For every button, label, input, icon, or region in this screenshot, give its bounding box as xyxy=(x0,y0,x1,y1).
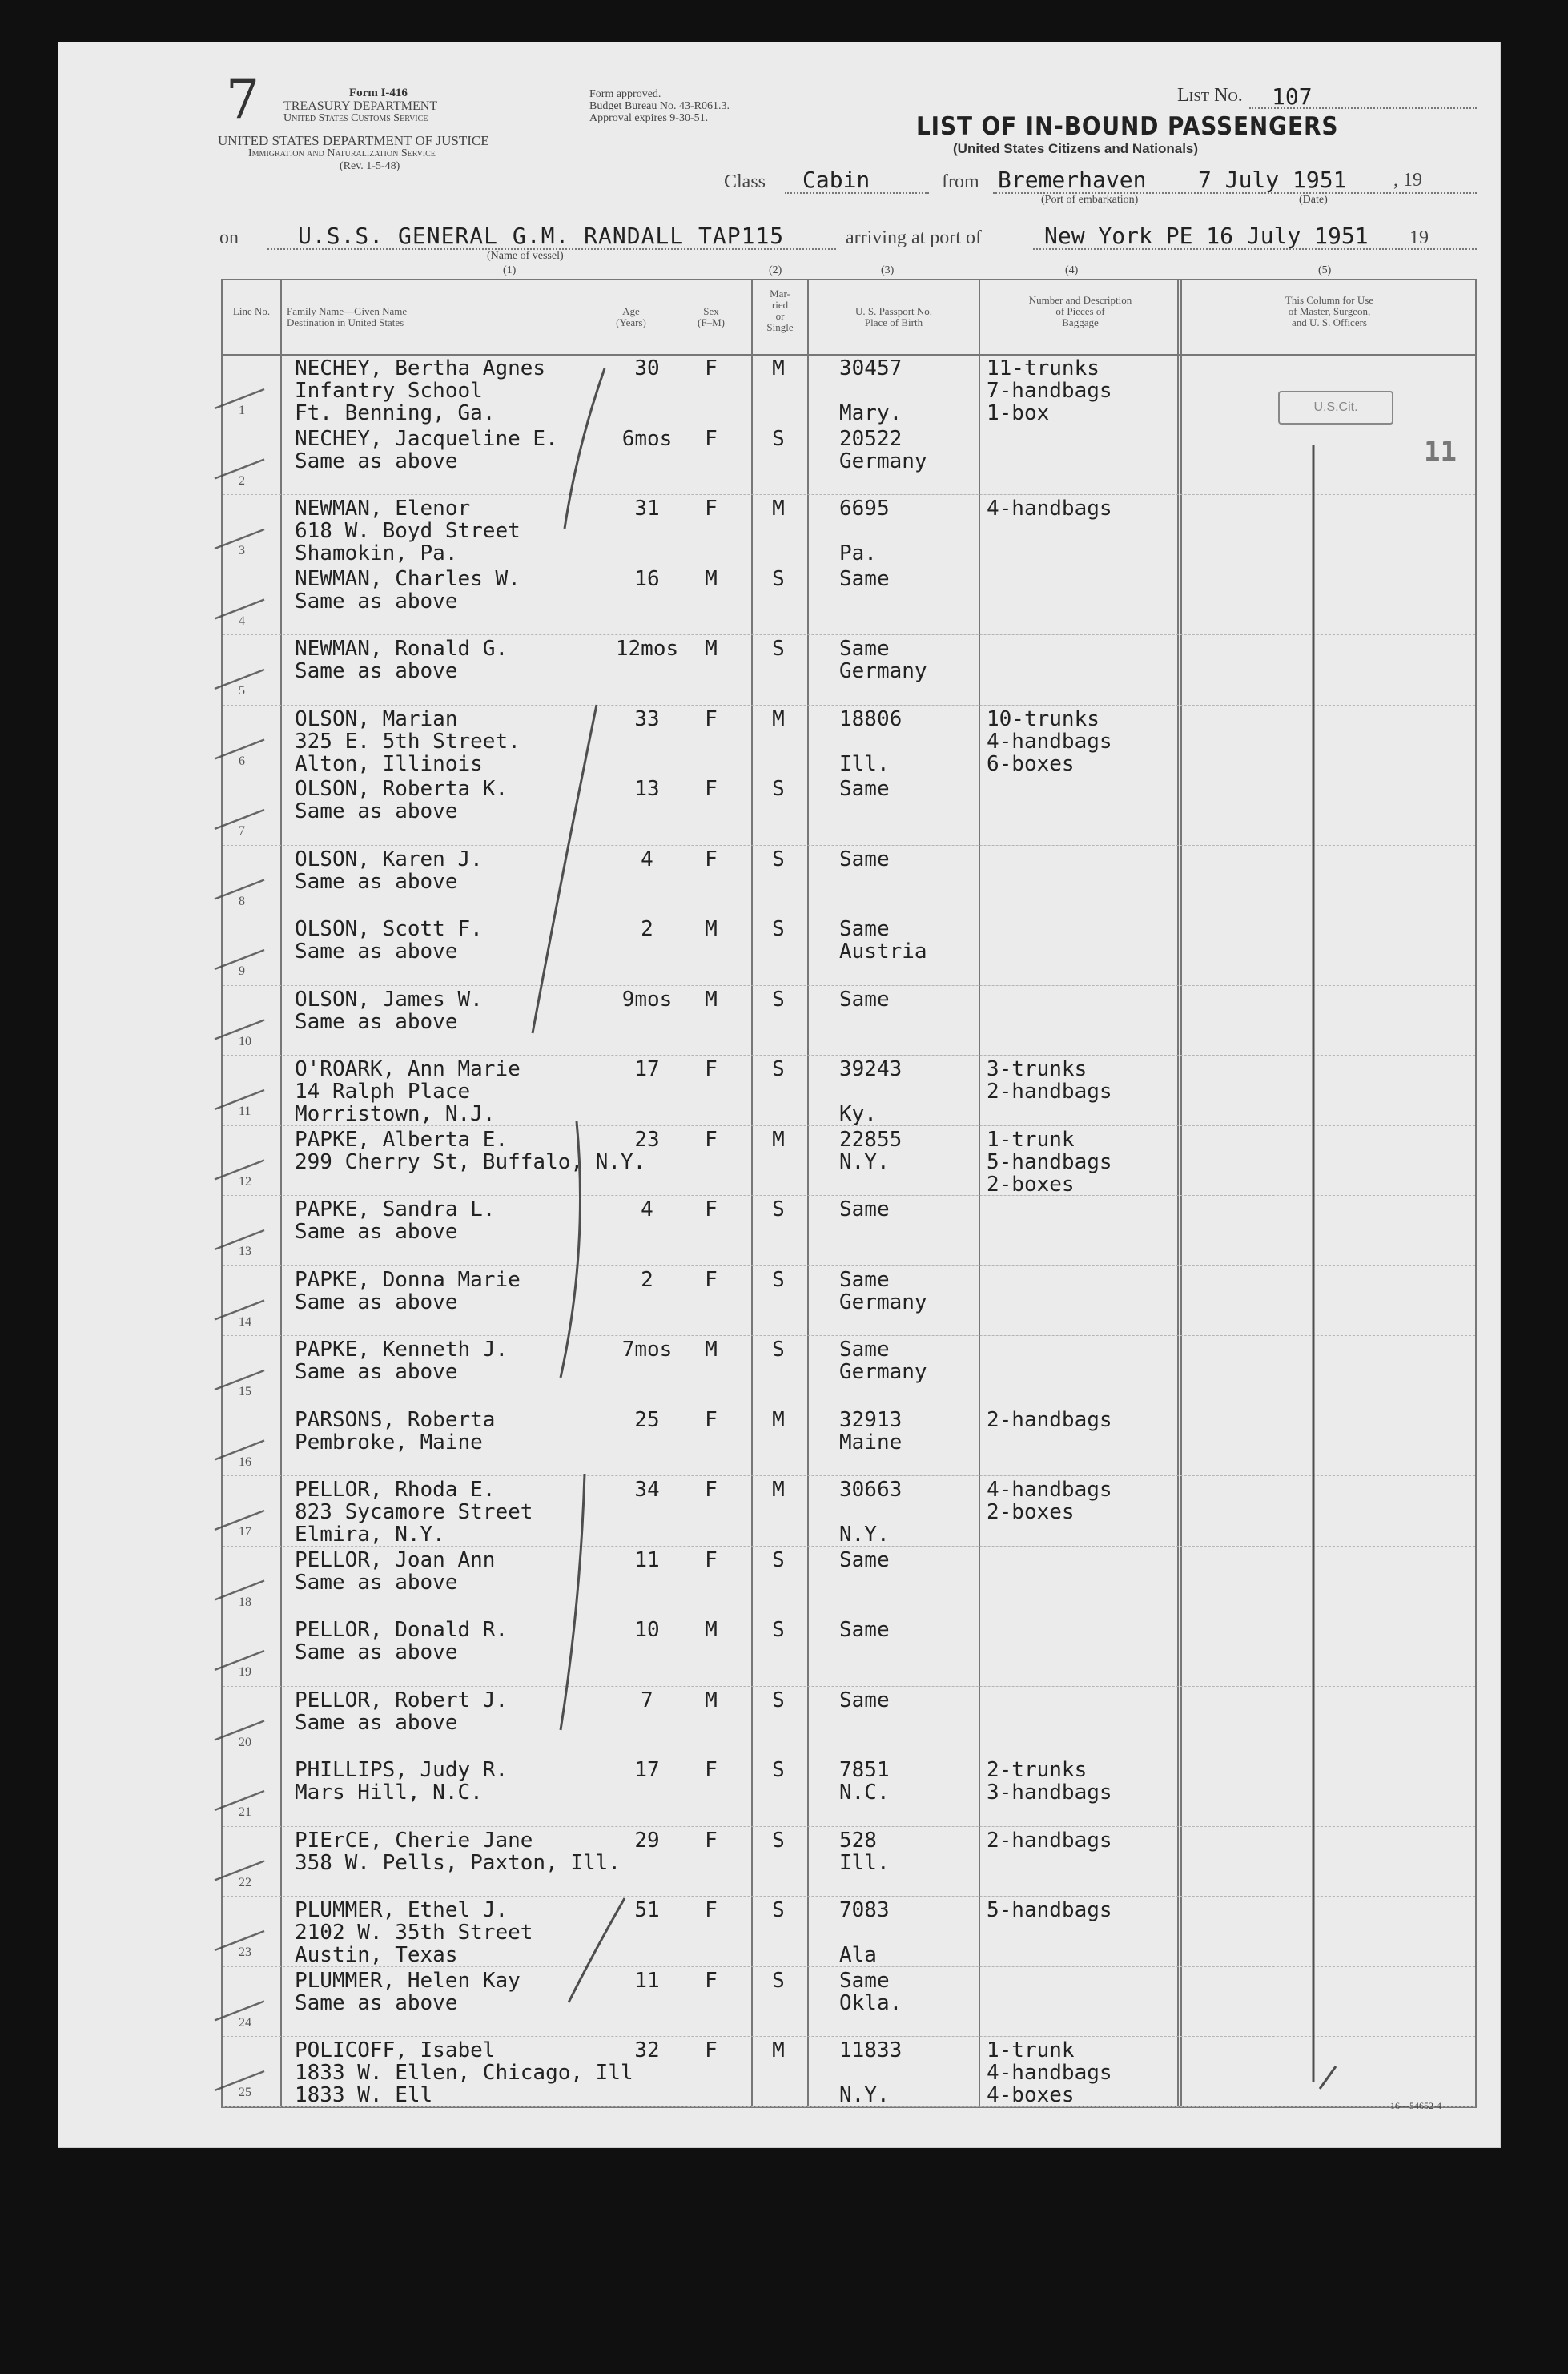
age: 10 xyxy=(634,1618,660,1642)
baggage-item: 4-handbags xyxy=(987,729,1112,754)
passport-no: Same xyxy=(839,1688,890,1712)
age: 7 xyxy=(641,1688,653,1712)
marital-status: S xyxy=(772,1057,785,1081)
line-number: 15 xyxy=(239,1385,251,1398)
baggage-item: 5-handbags xyxy=(987,1898,1112,1922)
line-number: 23 xyxy=(239,1945,251,1959)
destination-line-1: 618 W. Boyd Street xyxy=(295,519,521,543)
destination-line-1: Same as above xyxy=(295,799,458,823)
marital-status: S xyxy=(772,847,785,871)
line-number: 4 xyxy=(239,614,245,628)
line-number: 22 xyxy=(239,1875,251,1889)
col-header-sex: Sex (F–M) xyxy=(698,305,725,328)
line-number: 11 xyxy=(239,1105,251,1118)
destination-line-2: Elmira, N.Y. xyxy=(295,1523,445,1547)
col-header-officers: This Column for Use of Master, Surgeon, and U. S. Officers xyxy=(1285,294,1374,328)
col-header-name: Family Name—Given Name Destination in United States xyxy=(287,305,408,328)
age: 13 xyxy=(634,777,660,801)
passport-no: 22855 xyxy=(839,1127,903,1152)
marital-status: M xyxy=(772,1127,785,1152)
col-header-baggage: Number and Description of Pieces of Baggage xyxy=(1028,294,1132,328)
destination-line-1: Same as above xyxy=(295,449,458,473)
destination-line-1: 325 E. 5th Street. xyxy=(295,729,521,754)
marital-status: M xyxy=(772,1478,785,1502)
line-number: 10 xyxy=(239,1034,251,1048)
line-number: 6 xyxy=(239,754,245,768)
place-of-birth: Maine xyxy=(839,1430,903,1455)
baggage-item: 2-handbags xyxy=(987,1080,1112,1104)
baggage-item: 4-handbags xyxy=(987,1478,1112,1502)
baggage-item: 2-handbags xyxy=(987,1407,1112,1432)
place-of-birth: Ala xyxy=(839,1943,877,1967)
list-no-value: 107 xyxy=(1272,83,1313,110)
passport-no: 32913 xyxy=(839,1407,903,1432)
margin-count: 11 xyxy=(1424,436,1457,468)
passenger-name: PELLOR, Robert J. xyxy=(295,1688,509,1712)
passenger-name: PAPKE, Alberta E. xyxy=(295,1127,509,1152)
col-mark-3: (3) xyxy=(881,264,895,276)
place-of-birth: N.Y. xyxy=(839,1523,890,1547)
place-of-birth: Mary. xyxy=(839,401,903,425)
sex: F xyxy=(705,777,718,801)
age: 11 xyxy=(634,1968,660,1993)
destination-line-1: Same as above xyxy=(295,1710,458,1735)
budget-bureau: Budget Bureau No. 43-R061.3. xyxy=(589,100,730,112)
sex: F xyxy=(705,1898,718,1922)
passport-no: Same xyxy=(839,1338,890,1362)
passport-no: Same xyxy=(839,566,890,591)
destination-line-1: Same as above xyxy=(295,1220,458,1244)
sex: F xyxy=(705,1407,718,1432)
age: 16 xyxy=(634,566,660,591)
dept-justice: UNITED STATES DEPARTMENT OF JUSTICE xyxy=(218,133,489,148)
destination-line-1: 358 W. Pells, Paxton, Ill. xyxy=(295,1850,621,1875)
passport-no: 6695 xyxy=(839,497,890,521)
passport-no: Same xyxy=(839,1197,890,1221)
date-caption: (Date) xyxy=(1299,194,1328,206)
place-of-birth: Pa. xyxy=(839,541,877,565)
marital-status: S xyxy=(772,566,785,591)
passenger-name: PAPKE, Donna Marie xyxy=(295,1267,521,1292)
passport-no: Same xyxy=(839,987,890,1012)
baggage-item: 5-handbags xyxy=(987,1149,1112,1174)
sex: M xyxy=(705,917,718,941)
destination-line-2: Shamokin, Pa. xyxy=(295,541,458,565)
passenger-name: POLICOFF, Isabel xyxy=(295,2038,496,2062)
passport-no: Same xyxy=(839,1547,890,1572)
baggage-item: 6-boxes xyxy=(987,751,1075,776)
passport-no: Same xyxy=(839,777,890,801)
sex: F xyxy=(705,706,718,731)
sex: F xyxy=(705,1758,718,1782)
baggage-item: 10-trunks xyxy=(987,706,1100,731)
marital-status: S xyxy=(772,917,785,941)
baggage-item: 4-boxes xyxy=(987,2083,1075,2107)
place-of-birth: Germany xyxy=(839,659,927,683)
class-label: Class xyxy=(724,171,766,192)
sex: F xyxy=(705,1828,718,1853)
place-of-birth: Ky. xyxy=(839,1102,877,1126)
form-number: Form I-416 xyxy=(349,87,408,99)
form-approval: Form approved. xyxy=(589,88,661,100)
baggage-item: 11-trunks xyxy=(987,356,1100,380)
marital-status: S xyxy=(772,1758,785,1782)
sex: M xyxy=(705,987,718,1012)
passport-no: 18806 xyxy=(839,706,903,731)
marital-status: S xyxy=(772,637,785,661)
passenger-name: PELLOR, Joan Ann xyxy=(295,1547,496,1572)
line-number: 5 xyxy=(239,684,245,698)
age: 25 xyxy=(634,1407,660,1432)
age: 9mos xyxy=(621,987,673,1012)
passport-no: 7851 xyxy=(839,1758,890,1782)
passenger-name: PLUMMER, Ethel J. xyxy=(295,1898,509,1922)
destination-line-1: Same as above xyxy=(295,869,458,894)
passenger-name: OLSON, Marian xyxy=(295,706,458,731)
age: 34 xyxy=(634,1478,660,1502)
col-mark-2: (2) xyxy=(769,264,782,276)
passport-no: Same xyxy=(839,1968,890,1993)
passenger-name: PAPKE, Sandra L. xyxy=(295,1197,496,1221)
baggage-item: 2-handbags xyxy=(987,1828,1112,1853)
passenger-name: NECHEY, Jacqueline E. xyxy=(295,426,558,451)
destination-line-1: Same as above xyxy=(295,1009,458,1034)
col-header-age: Age (Years) xyxy=(616,305,646,328)
age: 29 xyxy=(634,1828,660,1853)
baggage-item: 4-handbags xyxy=(987,497,1112,521)
line-number: 9 xyxy=(239,964,245,978)
sex: F xyxy=(705,426,718,451)
col-mark-4: (4) xyxy=(1065,264,1079,276)
line-number: 3 xyxy=(239,544,245,557)
destination-line-2: 1833 W. Ell xyxy=(295,2083,433,2107)
marital-status: M xyxy=(772,1407,785,1432)
age: 4 xyxy=(641,847,653,871)
place-of-birth: Germany xyxy=(839,1290,927,1314)
baggage-item: 2-boxes xyxy=(987,1172,1075,1197)
baggage-item: 4-handbags xyxy=(987,2061,1112,2085)
baggage-item: 2-trunks xyxy=(987,1758,1088,1782)
destination-line-1: Same as above xyxy=(295,589,458,614)
line-number: 12 xyxy=(239,1174,251,1189)
embarkation-caption: (Port of embarkation) xyxy=(1041,194,1139,206)
sex: F xyxy=(705,847,718,871)
baggage-item: 1-trunk xyxy=(987,2038,1075,2062)
place-of-birth: Ill. xyxy=(839,1850,890,1875)
on-label: on xyxy=(219,227,239,248)
passenger-name: OLSON, James W. xyxy=(295,987,483,1012)
marital-status: M xyxy=(772,356,785,380)
sex: M xyxy=(705,566,718,591)
vessel-caption: (Name of vessel) xyxy=(487,250,564,262)
destination-line-1: Same as above xyxy=(295,1290,458,1314)
destination-line-2: Alton, Illinois xyxy=(295,751,483,776)
passport-no: Same xyxy=(839,917,890,941)
marital-status: M xyxy=(772,706,785,731)
line-number: 14 xyxy=(239,1314,251,1329)
line-number: 21 xyxy=(239,1805,251,1819)
destination-line-1: Pembroke, Maine xyxy=(295,1430,483,1455)
page-subtitle: (United States Citizens and Nationals) xyxy=(953,141,1199,156)
passenger-name: OLSON, Karen J. xyxy=(295,847,483,871)
marital-status: S xyxy=(772,426,785,451)
place-of-birth: Okla. xyxy=(839,1990,903,2015)
passenger-name: PARSONS, Roberta xyxy=(295,1407,496,1432)
year-suffix: , 19 xyxy=(1393,170,1422,191)
age: 30 xyxy=(634,356,660,380)
sex: F xyxy=(705,1478,718,1502)
line-number: 1 xyxy=(239,404,245,417)
marital-status: S xyxy=(772,1197,785,1221)
age: 17 xyxy=(634,1758,660,1782)
age: 51 xyxy=(634,1898,660,1922)
baggage-item: 2-boxes xyxy=(987,1500,1075,1524)
passenger-name: PHILLIPS, Judy R. xyxy=(295,1758,509,1782)
col-header-passport: U. S. Passport No. Place of Birth xyxy=(854,305,933,328)
line-number: 20 xyxy=(239,1735,251,1749)
place-of-birth: Germany xyxy=(839,449,927,473)
marital-status: M xyxy=(772,2038,785,2062)
destination-line-1: Same as above xyxy=(295,940,458,964)
sex: F xyxy=(705,1057,718,1081)
marital-status: S xyxy=(772,1547,785,1572)
col-mark-1: (1) xyxy=(503,264,517,276)
destination-line-1: Mars Hill, N.C. xyxy=(295,1780,483,1805)
sex: M xyxy=(705,637,718,661)
age: 2 xyxy=(641,917,653,941)
us-citizen-stamp: U.S.Cit. xyxy=(1278,391,1393,425)
passport-no: 20522 xyxy=(839,426,903,451)
destination-line-1: Same as above xyxy=(295,659,458,683)
age: 6mos xyxy=(621,426,673,451)
passport-no: 30457 xyxy=(839,356,903,380)
line-number: 16 xyxy=(239,1455,251,1469)
passenger-name: PLUMMER, Helen Kay xyxy=(295,1968,521,1993)
passenger-name: PELLOR, Rhoda E. xyxy=(295,1478,496,1502)
sex: M xyxy=(705,1688,718,1712)
line-number: 7 xyxy=(239,824,245,838)
age: 2 xyxy=(641,1267,653,1292)
col-mark-5: (5) xyxy=(1318,264,1332,276)
age: 7mos xyxy=(621,1338,673,1362)
place-of-birth: N.Y. xyxy=(839,1149,890,1174)
marital-status: M xyxy=(772,497,785,521)
sex: F xyxy=(705,1267,718,1292)
destination-line-1: 14 Ralph Place xyxy=(295,1080,471,1104)
sex: F xyxy=(705,1197,718,1221)
line-number: 24 xyxy=(239,2015,251,2030)
marital-status: S xyxy=(772,1898,785,1922)
footer-code: 16—54652-4 xyxy=(1390,2100,1441,2111)
place-of-birth: Ill. xyxy=(839,751,890,776)
marital-status: S xyxy=(772,1828,785,1853)
from-label: from xyxy=(942,171,979,192)
destination-line-1: 299 Cherry St, Buffalo, N.Y. xyxy=(295,1149,646,1174)
sex: F xyxy=(705,1968,718,1993)
form-revision: (Rev. 1-5-48) xyxy=(340,160,400,172)
sex: F xyxy=(705,1547,718,1572)
marital-status: S xyxy=(772,777,785,801)
destination-line-1: Infantry School xyxy=(295,379,483,403)
handwritten-mark: 7 xyxy=(226,69,259,131)
line-number: 2 xyxy=(239,473,245,488)
ins-service: Immigration and Naturalization Service xyxy=(248,147,436,159)
sex: F xyxy=(705,1127,718,1152)
passenger-name: NECHEY, Bertha Agnes xyxy=(295,356,546,380)
col-header-married: Mar- ried or Single xyxy=(766,288,794,333)
marital-status: S xyxy=(772,1618,785,1642)
passport-no: 39243 xyxy=(839,1057,903,1081)
destination-line-1: Same as above xyxy=(295,1640,458,1664)
passenger-name: NEWMAN, Ronald G. xyxy=(295,637,509,661)
age: 17 xyxy=(634,1057,660,1081)
passport-no: Same xyxy=(839,847,890,871)
marital-status: S xyxy=(772,1968,785,1993)
destination-line-1: Same as above xyxy=(295,1990,458,2015)
line-number: 17 xyxy=(239,1525,251,1539)
vessel-name: U.S.S. GENERAL G.M. RANDALL TAP115 xyxy=(298,223,785,249)
marital-status: S xyxy=(772,1338,785,1362)
dept-treasury: TREASURY DEPARTMENT xyxy=(283,99,438,113)
destination-line-1: 2102 W. 35th Street xyxy=(295,1921,533,1945)
passenger-name: NEWMAN, Charles W. xyxy=(295,566,521,591)
list-no-label: List No. xyxy=(1177,85,1243,106)
class-value: Cabin xyxy=(802,167,870,193)
baggage-item: 3-trunks xyxy=(987,1057,1088,1081)
destination-line-1: 823 Sycamore Street xyxy=(295,1500,533,1524)
passenger-name: PAPKE, Kenneth J. xyxy=(295,1338,509,1362)
passenger-name: OLSON, Roberta K. xyxy=(295,777,509,801)
baggage-item: 3-handbags xyxy=(987,1780,1112,1805)
place-of-birth: N.Y. xyxy=(839,2083,890,2107)
line-number: 18 xyxy=(239,1595,251,1609)
port-year-suffix: 19 xyxy=(1409,227,1429,248)
destination-line-2: Ft. Benning, Ga. xyxy=(295,401,496,425)
age: 23 xyxy=(634,1127,660,1152)
destination-line-1: 1833 W. Ellen, Chicago, Ill xyxy=(295,2061,633,2085)
passport-no: 30663 xyxy=(839,1478,903,1502)
port-of-embarkation: Bremerhaven xyxy=(998,167,1147,193)
line-number: 19 xyxy=(239,1665,251,1679)
sex: M xyxy=(705,1338,718,1362)
marital-status: S xyxy=(772,1688,785,1712)
destination-line-1: Same as above xyxy=(295,1360,458,1384)
passenger-name: PIErCE, Cherie Jane xyxy=(295,1828,533,1853)
customs-service: United States Customs Service xyxy=(283,112,428,124)
place-of-birth: Germany xyxy=(839,1360,927,1384)
age: 4 xyxy=(641,1197,653,1221)
passenger-name: O'ROARK, Ann Marie xyxy=(295,1057,521,1081)
baggage-item: 1-trunk xyxy=(987,1127,1075,1152)
passport-no: Same xyxy=(839,1618,890,1642)
approval-expiry: Approval expires 9-30-51. xyxy=(589,112,709,124)
col-header-line: Line No. xyxy=(232,305,271,317)
embarkation-date: 7 July 1951 xyxy=(1198,167,1347,193)
destination-line-2: Morristown, N.J. xyxy=(295,1102,496,1126)
passenger-name: NEWMAN, Elenor xyxy=(295,497,471,521)
sex: M xyxy=(705,1618,718,1642)
passenger-table xyxy=(221,279,1477,2108)
passenger-name: PELLOR, Donald R. xyxy=(295,1618,509,1642)
marital-status: S xyxy=(772,1267,785,1292)
line-number: 13 xyxy=(239,1245,251,1258)
baggage-item: 1-box xyxy=(987,401,1050,425)
age: 32 xyxy=(634,2038,660,2062)
passport-no: 7083 xyxy=(839,1898,890,1922)
destination-line-2: Austin, Texas xyxy=(295,1943,458,1967)
passport-no: 528 xyxy=(839,1828,877,1853)
age: 33 xyxy=(634,706,660,731)
passenger-name: OLSON, Scott F. xyxy=(295,917,483,941)
age: 11 xyxy=(634,1547,660,1572)
port-of-arrival: New York PE 16 July 1951 xyxy=(1044,223,1369,249)
sex: F xyxy=(705,356,718,380)
sex: F xyxy=(705,497,718,521)
arriving-label: arriving at port of xyxy=(846,227,982,248)
age: 12mos xyxy=(615,637,679,661)
place-of-birth: N.C. xyxy=(839,1780,890,1805)
passport-no: 11833 xyxy=(839,2038,903,2062)
place-of-birth: Austria xyxy=(839,940,927,964)
marital-status: S xyxy=(772,987,785,1012)
passport-no: Same xyxy=(839,1267,890,1292)
page-title: LIST OF IN-BOUND PASSENGERS xyxy=(916,112,1339,141)
baggage-item: 7-handbags xyxy=(987,379,1112,403)
passport-no: Same xyxy=(839,637,890,661)
line-number: 8 xyxy=(239,894,245,908)
sex: F xyxy=(705,2038,718,2062)
destination-line-1: Same as above xyxy=(295,1570,458,1595)
line-number: 25 xyxy=(239,2086,251,2099)
age: 31 xyxy=(634,497,660,521)
